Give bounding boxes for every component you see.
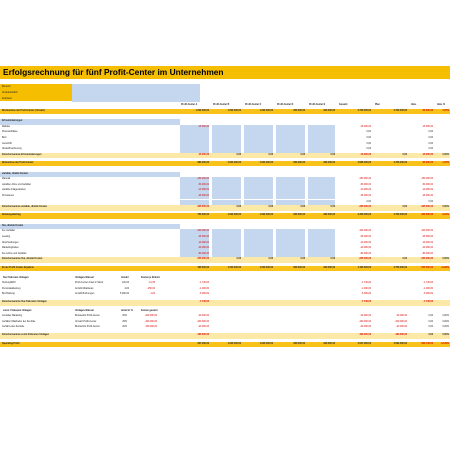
value-cell: 0,00 [236, 153, 241, 156]
summary-row [0, 153, 450, 159]
value-cell: -562.740,00 [420, 342, 433, 345]
alloc-cost: -200.000,00 [144, 315, 157, 318]
alloc-header-cell: Umlageschlüssel [75, 309, 94, 312]
value-cell: -150.000,00 [196, 178, 209, 181]
value-cell: 0,00 [330, 206, 335, 209]
alloc-pct: 20% [122, 315, 127, 318]
value-cell: -5.000,00 [423, 293, 433, 296]
value-cell: 0,00 [428, 137, 433, 139]
value-cell: -10.000,00 [422, 189, 433, 192]
value-cell: -10.000,00 [360, 189, 371, 192]
value-cell: 0,00 [300, 258, 305, 261]
value-cell: -1.000,00 [423, 287, 433, 290]
row-label: Zwischensumme fixe, direkte Kosten [2, 258, 43, 261]
value-cell: -1,37% [441, 161, 449, 164]
value-cell: -7.740,00 [423, 301, 433, 303]
value-cell: 0,00% [442, 326, 449, 329]
row-label: Heizung/EDV [2, 282, 16, 285]
value-cell: 0,00 [236, 206, 241, 209]
row-label: Gehälter Mitarbeiter der Zentrale [2, 320, 36, 323]
value-cell: 0,00 [330, 258, 335, 261]
value-cell: 1.000.000,00 [227, 342, 241, 345]
row-label: fixe Gehälter [2, 230, 16, 233]
value-cell: -15.000,00 [360, 125, 371, 128]
value-cell: 4.750.000,00 [393, 266, 407, 269]
row-label: variable Löhne und Gehälter [2, 183, 31, 186]
value-cell: -25.000,00 [360, 236, 371, 238]
row-label: Marketingkosten [2, 247, 19, 250]
value-cell: -20.000,00 [396, 326, 407, 329]
operating-profit-row [0, 342, 450, 348]
value-cell: -100.000,00 [196, 320, 209, 323]
column-header: Abw. % [437, 104, 446, 106]
value-cell: 4.700.000,00 [357, 109, 371, 112]
value-cell: 0,00 [366, 137, 371, 139]
alloc-fixed-row [0, 292, 450, 298]
value-cell: -20.000,00 [198, 326, 209, 329]
value-cell: 0,00 [428, 148, 433, 151]
alloc-header-cell: Kosten gesamt [141, 309, 158, 312]
column-header: Profit-Center E [309, 104, 326, 106]
row-label: Absatzfinanzierung [2, 148, 22, 151]
value-cell: 900.000,00 [323, 342, 335, 345]
summary-row [0, 213, 450, 219]
row-label: Bruttoerlöse der Profit-Center (Umsatz) [2, 109, 45, 112]
alloc-pct: 20% [122, 326, 127, 329]
value-cell: 800.000,00 [293, 214, 305, 217]
summary-row [0, 109, 450, 115]
page-title: Erfolgsrechnung für fünf Profit-Center im Unternehmen [3, 67, 224, 77]
value-cell: 1.000.000,00 [259, 214, 273, 217]
value-cell: 800.000,00 [293, 161, 305, 164]
value-cell: 1.000.000,00 [227, 161, 241, 164]
value-cell: 800.000,00 [293, 109, 305, 112]
alloc-qty: 5.000,00 [120, 293, 129, 296]
alloc-key: Umsatz Profit-Center [75, 320, 97, 323]
value-cell: -5.000,00 [361, 293, 371, 296]
row-label: zentrales Marketing [2, 315, 23, 318]
value-cell: 985.000,00 [197, 161, 209, 164]
value-cell: 900.000,00 [323, 161, 335, 164]
value-cell: -255.000,00 [358, 258, 371, 261]
value-cell: 4.027.260,00 [357, 342, 371, 345]
value-cell: -150.000,00 [420, 178, 433, 181]
value-cell: -1.000,00 [199, 287, 209, 290]
alloc-header-cell: sonst. Fixkosten Umlagen [3, 309, 32, 312]
value-cell: -50.000,00 [198, 183, 209, 186]
info-field-verantwortlich[interactable] [72, 90, 200, 96]
value-cell: 1.000.000,00 [259, 342, 273, 345]
column-header: Abw. [411, 104, 417, 106]
value-cell: -80.000,00 [422, 252, 433, 255]
value-cell: -40.000,00 [360, 315, 371, 318]
value-cell: -235.000,00 [358, 206, 371, 209]
value-cell: 0,00 [268, 153, 273, 156]
row-label: Zwischensumme Erlösminderungen [2, 153, 42, 156]
alloc-header-cell: fixe Fixkosten Umlagen [3, 276, 29, 279]
value-cell: -1.740,00 [423, 282, 433, 285]
row-label: Preisnachlässe [2, 131, 18, 134]
value-cell: -15.000,00 [422, 125, 433, 128]
alloc-pct: 25% [122, 320, 127, 323]
value-cell: 4.450.000,00 [357, 214, 371, 217]
row-label: Rabatte [2, 125, 11, 128]
column-header: Profit-Center D [277, 104, 294, 106]
value-cell: 0,00 [300, 206, 305, 209]
value-cell: 4.750.000,00 [393, 161, 407, 164]
summary-row [0, 266, 450, 272]
value-cell: 1.000.000,00 [227, 266, 241, 269]
value-cell: -235.000,00 [196, 206, 209, 209]
value-cell: -1.740,00 [199, 282, 209, 285]
value-cell: 0,00 [428, 334, 433, 336]
summary-row [0, 161, 450, 167]
row-label: variable, direkte Kosten [2, 172, 28, 175]
value-cell: 0,00 [268, 206, 273, 209]
value-cell: 0,00 [428, 326, 433, 329]
value-cell: -25.000,00 [360, 194, 371, 197]
value-cell: 0,00 [366, 131, 371, 134]
value-cell: 0,00 [366, 142, 371, 145]
value-cell: 0,00% [442, 153, 449, 156]
value-cell: -150.000,00 [358, 178, 371, 181]
value-cell: -10.000,00 [198, 241, 209, 244]
value-cell: -255.000,00 [420, 258, 433, 261]
row-label: Buchhaltung [2, 293, 15, 296]
info-field-zeitraum[interactable] [72, 96, 200, 102]
alloc-other-subtotal [0, 333, 450, 339]
value-cell: 1.000.000,00 [227, 109, 241, 112]
alloc-header-cell: Anteil in % [121, 309, 133, 312]
value-cell: 800.000,00 [293, 342, 305, 345]
value-cell: -100.000,00 [394, 320, 407, 323]
value-cell: -12,26% [440, 342, 449, 345]
value-cell: 4.590.000,00 [393, 342, 407, 345]
column-header: Gesamt [339, 104, 348, 106]
value-cell: -10.000,00 [360, 241, 371, 244]
value-cell: -100.000,00 [420, 230, 433, 233]
value-cell: -160.000,00 [196, 334, 209, 336]
alloc-unit-cost: -1,00 [149, 293, 155, 296]
value-cell: 4.750.000,00 [393, 109, 407, 112]
value-cell: -300.000,00 [420, 214, 433, 217]
value-cell: -15.000,00 [198, 153, 209, 156]
row-label: fixe Löhne und Gehälter [2, 252, 27, 255]
value-cell: 495.000,00 [197, 266, 209, 269]
value-cell: 900.000,00 [323, 266, 335, 269]
info-label-verantwortlich: Verantwortlich [2, 91, 18, 94]
value-cell: -160.000,00 [394, 334, 407, 336]
value-cell: -6,32% [441, 214, 449, 217]
value-cell: 0,00 [366, 148, 371, 151]
value-cell: -40.000,00 [198, 315, 209, 318]
value-cell: 1.000.000,00 [195, 109, 209, 112]
value-cell: 0,00 [402, 206, 407, 209]
value-cell: -160.000,00 [358, 334, 371, 336]
row-label: Boni [2, 137, 7, 139]
alloc-header-cell: Umlageschlüssel [75, 276, 94, 279]
row-label: Erster Profit Center-Ergebnis [2, 266, 34, 269]
row-label: Provisionen [2, 194, 15, 197]
row-label: Material [2, 178, 11, 181]
value-cell: 0,00 [236, 258, 241, 261]
value-cell: 0,00 [330, 153, 335, 156]
value-cell: 0,00 [428, 315, 433, 318]
value-cell: 1.000.000,00 [259, 109, 273, 112]
column-header: Profit-Center C [245, 104, 262, 106]
value-cell: 0,00 [402, 258, 407, 261]
value-cell: 0,00% [442, 315, 449, 318]
value-cell: 0,00% [442, 258, 449, 261]
alloc-qty: 120,00 [121, 282, 129, 285]
row-label: Zwischensumme fixe Fixkosten Umlagen [2, 301, 47, 303]
alloc-qty: 4,00 [124, 287, 129, 290]
value-cell: -20.000,00 [360, 326, 371, 329]
value-cell: -5.000,00 [199, 293, 209, 296]
value-cell: -11,68% [440, 266, 449, 269]
value-cell: -100.000,00 [358, 320, 371, 323]
value-cell: 0,00 [428, 200, 433, 203]
value-cell: -25.000,00 [198, 236, 209, 238]
row-label: fixe, direkte Kosten [2, 224, 24, 227]
alloc-key: Anzahl Buchungen [75, 293, 95, 296]
value-cell: 0,00 [268, 258, 273, 261]
alloc-key: Bruttoerlös Profit-Center [75, 315, 100, 318]
alloc-other-row [0, 325, 450, 331]
row-label: variable Anlagenkosten [2, 189, 26, 192]
row-label: Gutschrift [2, 142, 12, 145]
value-cell: -25.000,00 [422, 194, 433, 197]
value-cell: -1.740,00 [361, 282, 371, 285]
value-cell: -50.000,00 [360, 183, 371, 186]
value-cell: -15.000,00 [198, 125, 209, 128]
value-cell: 0,00% [442, 206, 449, 209]
value-cell: -555.000,00 [420, 266, 433, 269]
alloc-key: Anzahl Mitarbeiter [75, 287, 94, 290]
alloc-key: Profit-Center Anteil in Stück [75, 282, 104, 285]
value-cell: -40.000,00 [396, 315, 407, 318]
value-cell: -50.000,00 [422, 109, 433, 112]
row-label: Nettoerlöse der Profit-Center [2, 161, 34, 164]
value-cell: -100.000,00 [196, 230, 209, 233]
value-cell: 4.685.000,00 [357, 161, 371, 164]
alloc-header-cell: Anzahl [121, 276, 129, 279]
value-cell: -25.000,00 [422, 236, 433, 238]
value-cell: -25.000,00 [198, 194, 209, 197]
row-label: Leasing [2, 236, 11, 238]
value-cell: -50.000,00 [422, 183, 433, 186]
alloc-cost: -100.000,00 [144, 326, 157, 329]
alloc-unit-cost: -14,50 [148, 282, 155, 285]
value-cell: -80.000,00 [198, 252, 209, 255]
value-cell: -65.000,00 [422, 161, 433, 164]
row-label: Zwischensumme variable, direkte Kosten [2, 206, 48, 209]
value-cell: 1.000.000,00 [259, 266, 273, 269]
alloc-header-cell: Kosten je Einheit [141, 276, 160, 279]
alloc-unit-cost: -250,00 [147, 287, 155, 290]
value-cell: 0,00 [366, 200, 371, 203]
column-header: Profit-Center B [213, 104, 230, 106]
value-cell: -1,05% [441, 109, 449, 112]
row-label: Zwischensumme sonst.Fixkosten Umlagen [2, 334, 49, 336]
row-label: Deckungsbeitrag [2, 214, 21, 217]
row-label: Operating Profit [2, 342, 20, 345]
row-label: Erlösminderungen [2, 120, 23, 123]
value-cell: -15.000,00 [360, 153, 371, 156]
value-cell: 800.000,00 [293, 266, 305, 269]
value-cell: -7.740,00 [361, 301, 371, 303]
info-label-zeitraum: Zeitraum [2, 97, 12, 100]
value-cell: 0,00 [428, 131, 433, 134]
value-cell: 1.000.000,00 [259, 161, 273, 164]
value-cell: -255.000,00 [196, 258, 209, 261]
summary-row [0, 205, 450, 211]
info-label-bereich: Bereich [2, 85, 11, 88]
row-label: Personalabteilung [2, 287, 21, 290]
value-cell: -10.000,00 [198, 189, 209, 192]
value-cell: 750.000,00 [197, 214, 209, 217]
row-label: Abschreibungen [2, 241, 19, 244]
value-cell: 0,00 [428, 142, 433, 145]
column-header: Plan [375, 104, 380, 106]
value-cell: -100.000,00 [358, 230, 371, 233]
value-cell: 0,00% [442, 320, 449, 323]
value-cell: -1.000,00 [361, 287, 371, 290]
value-cell: 0,00% [442, 334, 449, 336]
value-cell: -15.000,00 [422, 153, 433, 156]
value-cell: 4.195.000,00 [357, 266, 371, 269]
summary-row [0, 257, 450, 263]
value-cell: 900.000,00 [323, 109, 335, 112]
alloc-key: Bruttoerlös Profit-Center [75, 326, 100, 329]
alloc-fixed-subtotal [0, 300, 450, 306]
value-cell: 900.000,00 [323, 214, 335, 217]
column-header: Profit-Center A [181, 104, 198, 106]
value-cell: 0,00 [402, 153, 407, 156]
value-cell: -10.000,00 [422, 241, 433, 244]
value-cell: -235.000,00 [420, 206, 433, 209]
value-cell: 0,00 [428, 320, 433, 323]
value-cell: -40.000,00 [198, 247, 209, 250]
alloc-cost: -400.000,00 [144, 320, 157, 323]
value-cell: 4.750.000,00 [393, 214, 407, 217]
value-cell: -7.740,00 [199, 301, 209, 303]
value-cell: -40.000,00 [422, 247, 433, 250]
value-cell: 1.000.000,00 [227, 214, 241, 217]
value-cell: 0,00 [300, 153, 305, 156]
value-cell: -40.000,00 [360, 247, 371, 250]
value-cell: -80.000,00 [360, 252, 371, 255]
value-cell: 327.260,00 [197, 342, 209, 345]
info-field-bereich[interactable] [72, 84, 200, 90]
row-label: Gehalt Leiter Zentrale [2, 326, 25, 329]
